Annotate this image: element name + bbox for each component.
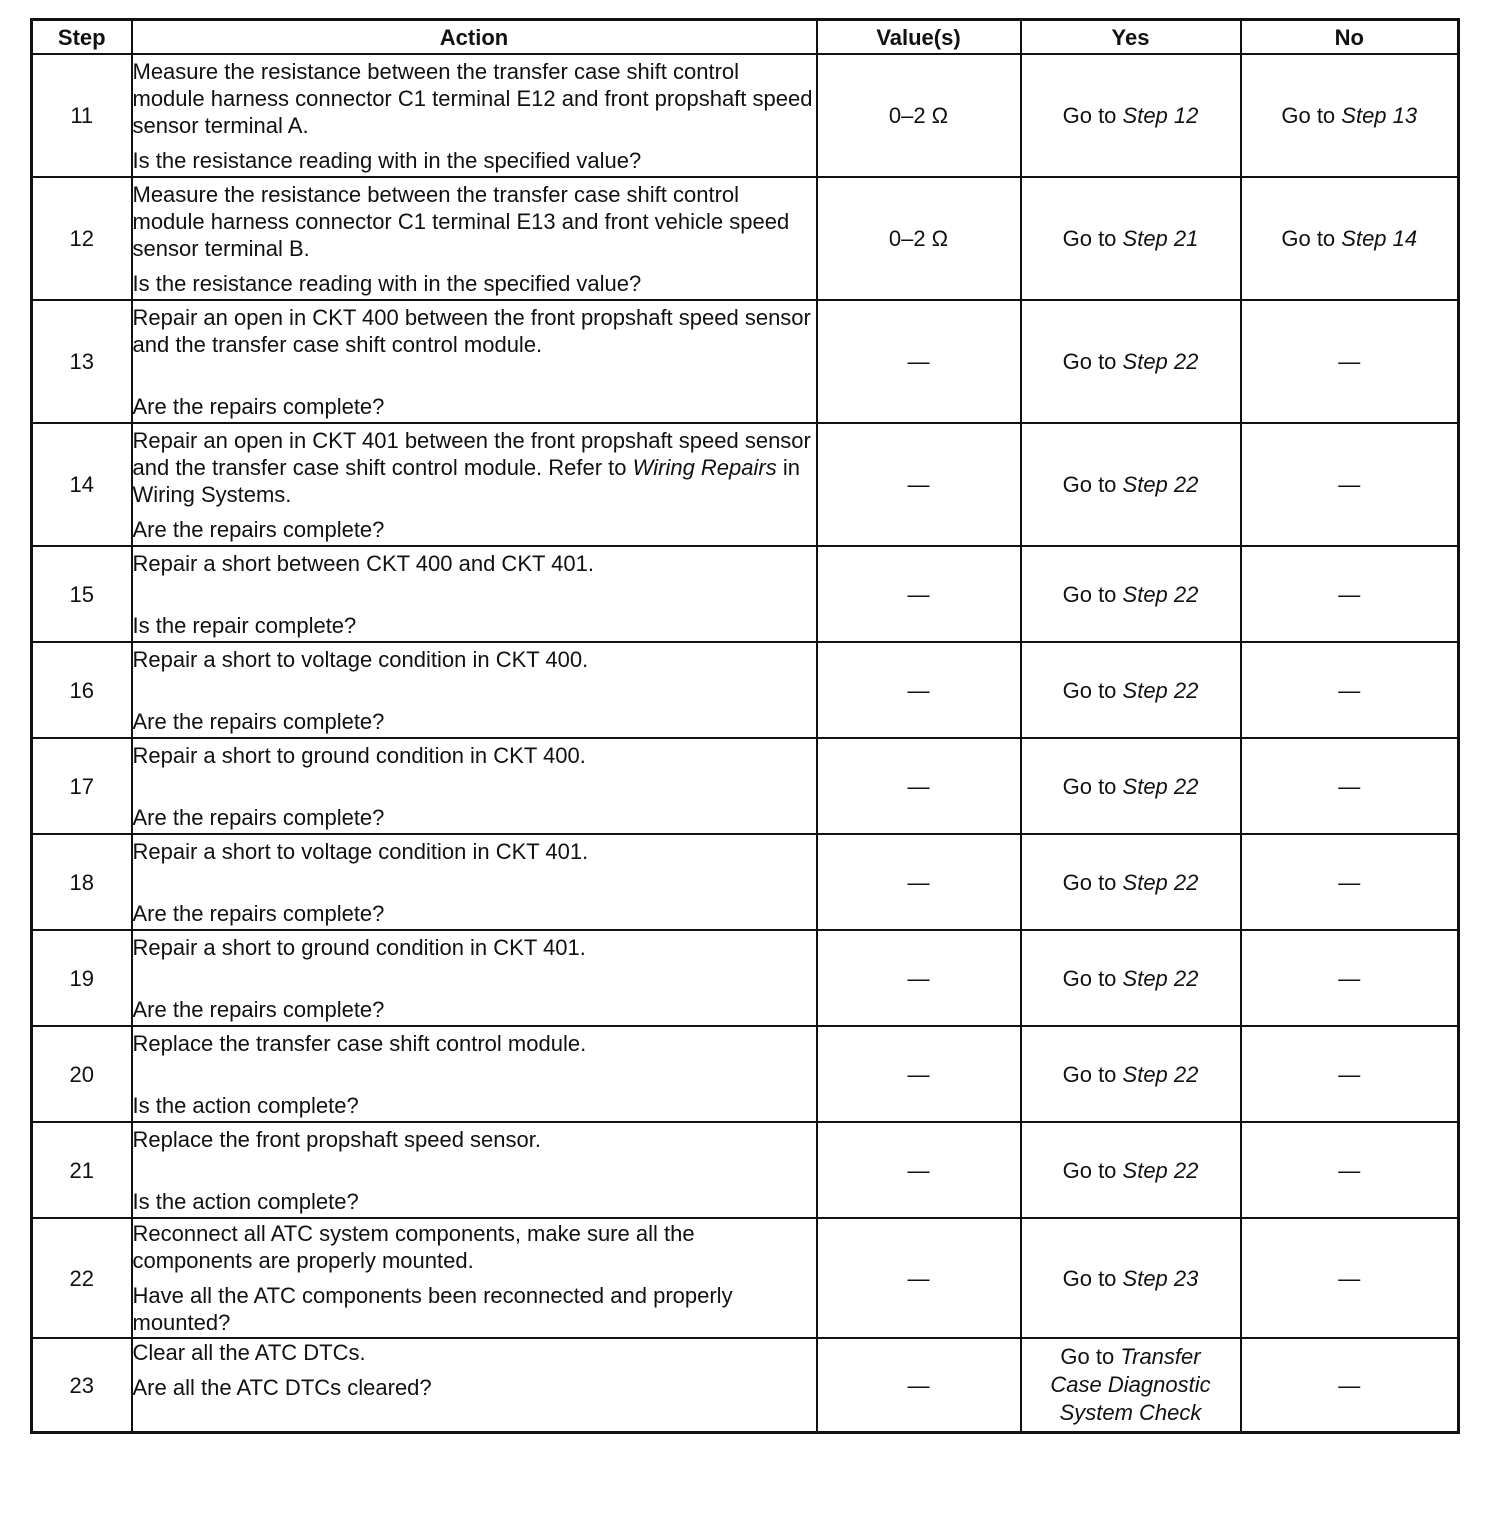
yes-step-link[interactable]: Step 22	[1122, 869, 1199, 895]
yes-cell	[1021, 423, 1241, 546]
value-cell: —	[817, 1218, 1021, 1338]
step-number: 22	[32, 1218, 132, 1338]
instruction-text: in Wiring Systems.	[132, 454, 800, 507]
action-instruction: Repair a short to voltage condition in CKT 401.	[132, 838, 589, 864]
yes-prefix: Go to	[1062, 677, 1123, 703]
yes-step-link[interactable]: Step 22	[1122, 349, 1199, 374]
table-row	[32, 642, 1459, 738]
yes-prefix: Go to	[1062, 773, 1123, 799]
action-instruction: Repair an open in CKT 400 between the front propshaft speed sensor and the transfer case shift control module.	[132, 304, 811, 357]
step-number: 15	[32, 546, 132, 642]
yes-cell	[1021, 930, 1241, 1026]
table-row	[32, 1026, 1459, 1122]
yes-cell	[1021, 738, 1241, 834]
header-action: Action	[132, 20, 817, 55]
no-cell: —	[1241, 300, 1459, 423]
no-cell: —	[1241, 1338, 1459, 1433]
yes-cell	[1021, 1338, 1241, 1433]
yes-step-link[interactable]: Step 22	[1122, 773, 1199, 799]
table-row	[32, 423, 1459, 546]
no-cell: —	[1241, 423, 1459, 546]
step-number: 20	[32, 1026, 132, 1122]
action-instruction: Repair a short to voltage condition in CKT 400.	[132, 646, 589, 672]
action-cell	[132, 738, 817, 834]
yes-prefix: Go to	[1062, 1061, 1123, 1087]
action-cell	[132, 177, 817, 300]
no-cell: —	[1241, 930, 1459, 1026]
action-instruction: Repair a short between CKT 400 and CKT 401.	[132, 550, 594, 576]
action-question: Are the repairs complete?	[132, 516, 385, 542]
yes-cell	[1021, 546, 1241, 642]
header-row	[32, 20, 1459, 55]
action-question: Is the resistance reading with in the specified value?	[132, 147, 642, 173]
action-instruction: Clear all the ATC DTCs.	[132, 1340, 366, 1365]
no-prefix: Go to	[1281, 226, 1342, 251]
value-cell: —	[817, 423, 1021, 546]
yes-prefix: Go to	[1062, 1157, 1123, 1183]
value-cell: —	[817, 738, 1021, 834]
no-cell	[1241, 54, 1459, 177]
yes-cell	[1021, 1122, 1241, 1218]
action-question: Are all the ATC DTCs cleared?	[132, 1375, 432, 1400]
header-yes: Yes	[1021, 20, 1241, 55]
yes-prefix: Go to	[1062, 869, 1123, 895]
no-cell: —	[1241, 834, 1459, 930]
value-cell: —	[817, 930, 1021, 1026]
no-cell: —	[1241, 1218, 1459, 1338]
header-no: No	[1241, 20, 1459, 55]
action-question: Are the repairs complete?	[132, 804, 385, 830]
action-instruction: Repair a short to ground condition in CKT 400.	[132, 742, 586, 768]
no-cell: —	[1241, 642, 1459, 738]
step-number: 18	[32, 834, 132, 930]
table-row	[32, 1338, 1459, 1433]
action-cell	[132, 930, 817, 1026]
yes-step-link[interactable]: Step 22	[1122, 581, 1199, 607]
value-cell: —	[817, 1026, 1021, 1122]
header-step: Step	[32, 20, 132, 55]
action-cell	[132, 642, 817, 738]
step-number: 17	[32, 738, 132, 834]
table-row	[32, 1122, 1459, 1218]
action-instruction: Replace the front propshaft speed sensor.	[132, 1126, 541, 1152]
yes-cell	[1021, 642, 1241, 738]
yes-step-link[interactable]: Step 22	[1122, 1061, 1199, 1087]
action-question: Are the repairs complete?	[132, 900, 385, 926]
yes-cell	[1021, 54, 1241, 177]
yes-step-link[interactable]: Step 22	[1122, 677, 1199, 703]
action-question: Is the repair complete?	[132, 612, 357, 638]
action-cell	[132, 423, 817, 546]
yes-cell	[1021, 834, 1241, 930]
action-cell	[132, 1026, 817, 1122]
step-number: 13	[32, 300, 132, 423]
yes-cell	[1021, 1026, 1241, 1122]
diagnostic-system-check-link[interactable]: Transfer Case Diagnostic System Check	[1050, 1344, 1211, 1425]
yes-step-link[interactable]: Step 12	[1122, 103, 1199, 128]
yes-prefix: Go to	[1062, 1265, 1123, 1291]
value-cell: —	[817, 546, 1021, 642]
action-question: Are the repairs complete?	[132, 996, 385, 1022]
yes-cell	[1021, 300, 1241, 423]
yes-prefix: Go to	[1062, 226, 1123, 251]
no-cell: —	[1241, 738, 1459, 834]
table-row	[32, 930, 1459, 1026]
action-cell	[132, 546, 817, 642]
yes-prefix: Go to	[1062, 472, 1123, 497]
action-cell	[132, 300, 817, 423]
action-cell	[132, 1338, 817, 1433]
action-question: Have all the ATC components been reconnected and properly mounted?	[132, 1283, 733, 1335]
value-cell: 0–2 Ω	[817, 177, 1021, 300]
step-number: 21	[32, 1122, 132, 1218]
yes-prefix: Go to	[1062, 965, 1123, 991]
action-question: Is the resistance reading with in the specified value?	[132, 270, 642, 296]
action-instruction: Replace the transfer case shift control module.	[132, 1030, 587, 1056]
value-cell: 0–2 Ω	[817, 54, 1021, 177]
table-row	[32, 834, 1459, 930]
yes-cell	[1021, 177, 1241, 300]
step-number: 19	[32, 930, 132, 1026]
value-cell: —	[817, 1338, 1021, 1433]
action-cell	[132, 1218, 817, 1338]
action-cell	[132, 834, 817, 930]
no-step-link[interactable]: Step 13	[1341, 103, 1418, 128]
table-row	[32, 546, 1459, 642]
action-question: Is the action complete?	[132, 1092, 359, 1118]
table-row	[32, 54, 1459, 177]
no-cell: —	[1241, 1122, 1459, 1218]
action-instruction: Measure the resistance between the transfer case shift control module harness connector C1 terminal E13 and front vehicle speed sensor terminal B.	[132, 181, 790, 261]
step-number: 16	[32, 642, 132, 738]
value-cell: —	[817, 834, 1021, 930]
wiring-repairs-link[interactable]: Wiring Repairs	[632, 454, 777, 480]
no-prefix: Go to	[1281, 103, 1342, 128]
no-cell: —	[1241, 546, 1459, 642]
yes-step-link[interactable]: Step 23	[1122, 1265, 1199, 1291]
action-instruction: Repair a short to ground condition in CKT 401.	[132, 934, 586, 960]
no-cell: —	[1241, 1026, 1459, 1122]
value-cell: —	[817, 1122, 1021, 1218]
table-row	[32, 738, 1459, 834]
action-instruction: Reconnect all ATC system components, make sure all the components are properly mounted.	[132, 1221, 695, 1273]
action-question: Are the repairs complete?	[132, 708, 385, 734]
no-step-link[interactable]: Step 14	[1341, 226, 1418, 251]
action-cell	[132, 54, 817, 177]
action-cell	[132, 1122, 817, 1218]
yes-prefix: Go to	[1060, 1344, 1121, 1369]
yes-step-link[interactable]: Step 22	[1122, 1157, 1199, 1183]
step-number: 12	[32, 177, 132, 300]
yes-step-link[interactable]: Step 21	[1122, 226, 1199, 251]
yes-step-link[interactable]: Step 22	[1122, 472, 1199, 497]
yes-prefix: Go to	[1062, 581, 1123, 607]
action-instruction: Measure the resistance between the transfer case shift control module harness connector C1 terminal E12 and front propshaft speed sensor terminal A.	[132, 58, 813, 138]
step-number: 23	[32, 1338, 132, 1433]
yes-prefix: Go to	[1062, 103, 1123, 128]
table-row	[32, 300, 1459, 423]
value-cell: —	[817, 642, 1021, 738]
step-number: 11	[32, 54, 132, 177]
yes-step-link[interactable]: Step 22	[1122, 965, 1199, 991]
action-instruction	[133, 427, 816, 508]
yes-cell	[1021, 1218, 1241, 1338]
header-values: Value(s)	[817, 20, 1021, 55]
diagnostic-table	[30, 18, 1460, 1434]
table-row	[32, 1218, 1459, 1338]
yes-prefix: Go to	[1062, 349, 1123, 374]
no-cell	[1241, 177, 1459, 300]
action-question: Are the repairs complete?	[132, 393, 385, 419]
step-number: 14	[32, 423, 132, 546]
action-question: Is the action complete?	[132, 1188, 359, 1214]
value-cell: —	[817, 300, 1021, 423]
instruction-text: Repair an open in CKT 401 between the front propshaft speed sensor and the transfer case shift control module. Refer to	[132, 427, 811, 480]
table-row	[32, 177, 1459, 300]
